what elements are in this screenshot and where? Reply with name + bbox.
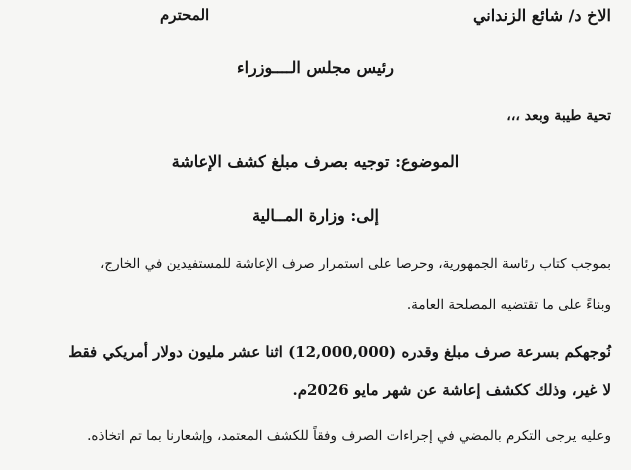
paragraph-3-line-1: وعليه يرجى التكرم بالمضي في إجراءات الصرف وفقاً للكشف المعتمد، وإشعارنا بما تم اتخاذه. xyxy=(87,428,611,444)
subject-text: توجيه بصرف مبلغ كشف الإعاشة xyxy=(171,152,390,171)
honorific-label: المحترم xyxy=(160,6,210,24)
subject-label: الموضوع: xyxy=(395,152,460,171)
addressee-line: الاخ د/ شائع الزنداني xyxy=(472,6,611,25)
subject-line xyxy=(0,152,631,171)
paragraph-2-line-2: لا غير، وذلك ككشف إعاشة عن شهر مايو 2026م. xyxy=(292,381,611,399)
paragraph-1-line-2: وبناءً على ما تقتضيه المصلحة العامة. xyxy=(406,297,611,313)
paragraph-1-line-1: بموجب كتاب رئاسة الجمهورية، وحرصا على استمرار صرف الإعاشة للمستفيدين في الخارج، xyxy=(100,256,611,272)
recipient-line: إلى: وزارة المــالية xyxy=(252,206,379,225)
paragraph-2-line-1: نُوجهكم بسرعة صرف مبلغ وقدره (12,000,000) اثنا عشر مليون دولار أمريكي فقط xyxy=(68,343,611,361)
greeting-line: تحية طيبة وبعد ،،، xyxy=(506,108,611,124)
office-title: رئيس مجلس الــــوزراء xyxy=(237,58,394,77)
